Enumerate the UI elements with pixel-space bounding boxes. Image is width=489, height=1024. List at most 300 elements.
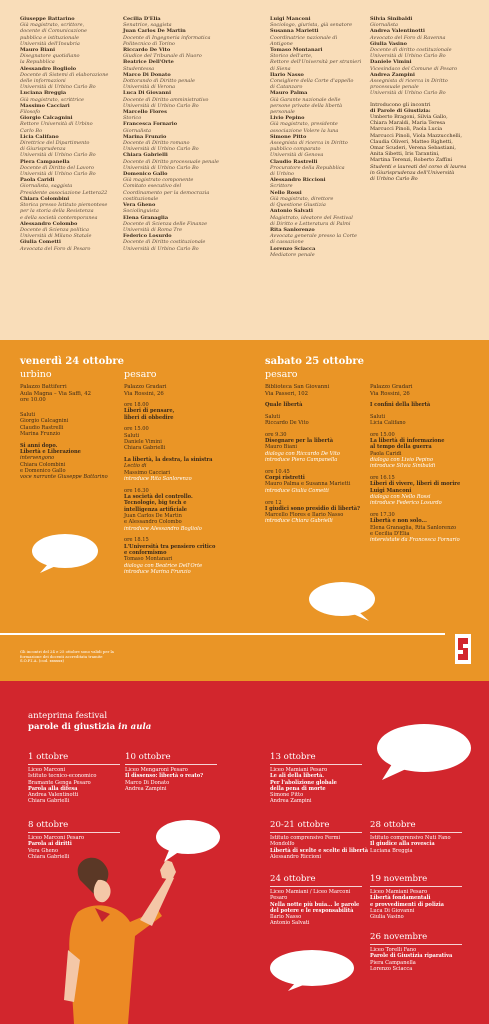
speaker-role: Giornalista	[123, 127, 151, 134]
event-line: Claudio Rastrelli	[20, 424, 64, 431]
event-line: Tecnologie, big tech e	[124, 500, 187, 507]
school-date-rule	[370, 886, 462, 887]
intro-line: di Parole di Giustizia:	[370, 107, 431, 114]
event-line: dialoga con Beatrice Dell'Orte	[124, 562, 203, 569]
school-date: 28 ottobre	[370, 820, 416, 830]
speaker-role: costituzionale	[123, 195, 159, 202]
speaker-role: e della società contemporanea	[20, 214, 98, 221]
event-line: ore 17.30	[370, 512, 395, 519]
event-line: e Alessandro Colombo	[124, 519, 182, 526]
school-event-line: Nella notte più buia... le parole	[270, 901, 360, 908]
school-event-line: Istituto tecnico-economico	[28, 773, 97, 780]
school-event-line: Le ali della libertà.	[270, 773, 325, 780]
speaker-name: Domenico Gallo	[123, 171, 168, 178]
event-line: ore 9.30	[265, 431, 287, 438]
speaker-name: Alessandro Riccioni	[270, 177, 326, 184]
school-event-line: Luca Di Giovanni	[370, 907, 415, 914]
speech-bubble-icon	[307, 580, 377, 622]
speakers-col-3	[270, 16, 385, 258]
speaker-role: delle informazioni	[20, 78, 66, 85]
speaker-role: Antigone	[270, 40, 293, 47]
speaker-role: Università di Urbino Carlo Bo	[20, 84, 96, 91]
event-line: introduce Chiara Gabrielli	[265, 518, 333, 525]
event-line: ore 15.00	[124, 426, 149, 433]
school-event-line: Chiara Gabrielli	[28, 853, 70, 860]
speaker-name: Giulia Vasino	[370, 40, 407, 47]
school-event	[125, 767, 235, 792]
speaker-name: Tomaso Montanari	[270, 47, 323, 54]
speaker-name: Luca Di Giovanni	[123, 90, 171, 97]
school-event	[370, 835, 480, 854]
school-event-line: Istituto comprensivo Nuti Fano	[370, 835, 451, 841]
event-line: Chiara Colombini	[20, 461, 66, 468]
event-line: ore 16.30	[124, 487, 149, 494]
speaker	[20, 134, 130, 159]
event-line: Saluti	[124, 432, 140, 439]
speaker	[20, 47, 130, 66]
event-line: I giudici sono presidio di libertà?	[265, 505, 361, 512]
school-event-line: Il dissenso: libertà o reato?	[125, 773, 204, 780]
speaker-name: Silvia Sinibaldi	[370, 16, 413, 22]
speaker-role: Scrittore	[270, 183, 293, 190]
speaker-name: Nello Rossi	[270, 189, 302, 196]
speaker-role: Giudice del Tribunale di Nuoro	[123, 53, 202, 60]
school-event-line: Piera Campanella	[370, 959, 416, 966]
speaker-role: Già magistrato, scrittore,	[20, 22, 85, 29]
school-date: 20-21 ottobre	[270, 820, 330, 830]
speaker-name: Cecilia D'Elia	[123, 16, 161, 22]
pesaro-fri-city: pesaro	[124, 369, 157, 380]
speaker-name: Giuseppe Battarino	[20, 16, 75, 22]
event-line: ore 15.00	[370, 431, 395, 438]
speakers-col-1	[20, 16, 130, 252]
event-line: voce narrante Giuseppe Battarino	[20, 474, 108, 481]
speaker-name: Riccardo De Vito	[123, 47, 171, 54]
speaker-role: Già magistrato, direttore	[270, 195, 334, 202]
event-line: Saluti	[20, 412, 36, 418]
speaker	[20, 115, 130, 134]
speaker	[370, 28, 485, 40]
speaker-role: Università di Urbino Carlo Bo	[123, 164, 199, 171]
speaker-role: Direttrice del Dipartimento	[20, 140, 90, 147]
speaker-name: Elena Granaglia	[123, 214, 169, 221]
speaker	[123, 47, 238, 59]
speaker-role: docente di Comunicazione	[20, 28, 87, 35]
event-line: Licia Califano	[370, 420, 406, 427]
speaker-role: Presidente associazione Lettera22	[20, 189, 108, 196]
speaker-role: Docente di Diritto amministrativo	[123, 96, 209, 103]
event-line: e Cecilia D'Elia	[370, 531, 410, 538]
speaker	[20, 159, 130, 178]
event	[124, 537, 239, 575]
speaker-role: Università di Urbino Carlo Bo	[370, 90, 446, 97]
speaker-role: personale	[270, 109, 295, 116]
speaker	[123, 16, 238, 28]
speaker	[270, 115, 385, 134]
speaker-role: Giornalista	[370, 22, 398, 29]
school-date-rule	[125, 764, 217, 765]
speaker-role: Docente di diritto costituzionale	[370, 47, 452, 54]
venue-line: Palazzo Gradari	[124, 384, 167, 390]
school-event-line: Ilario Nasso	[270, 914, 302, 921]
intro-name-line: Omar Scuderi, Verena Sebastiani,	[370, 145, 456, 152]
speaker	[270, 47, 385, 72]
speaker-role: Docente di Diritto romano	[123, 140, 190, 147]
event-line: introduce Rita Sanlorenzo	[124, 475, 192, 482]
speaker-role: Docente di Diritto processuale penale	[123, 158, 219, 165]
school-event-line: della pena di morte	[270, 785, 326, 792]
event-line: dialoga con Riccardo De Vito	[265, 450, 340, 457]
school-date-rule	[28, 764, 120, 765]
speaker-role: di Giurisprudenza	[20, 146, 66, 153]
speaker-name: Piera Campanella	[20, 158, 70, 165]
speaker-role: Avvocata generale presso la Corte	[270, 233, 357, 240]
school-date: 13 ottobre	[270, 752, 316, 762]
speech-bubble-icon	[268, 948, 356, 992]
intro-name-line: Marcucci Pinoli, Paola Lucia	[370, 126, 443, 133]
speaker-role: Carlo Bo	[20, 127, 43, 134]
speaker-role: Coordinamento per la democrazia	[123, 189, 210, 196]
event-line: Libertà e non solo...	[370, 518, 427, 525]
speaker-role: Già magistrato, presidente	[270, 121, 338, 128]
school-event-line: Parola alla difesa	[28, 785, 78, 792]
speaker-role: Docente di Diritto del Lavoro	[20, 164, 95, 171]
speaker	[123, 59, 238, 71]
speaker	[270, 28, 385, 47]
speaker-role: Università di Urbino Carlo Bo	[370, 53, 446, 60]
event-line: introduce Alessandro Bogliolo	[124, 525, 202, 532]
speaker-name: Vera Gheno	[123, 202, 156, 209]
speaker	[123, 90, 238, 109]
speaker-role: per la storia della Resistenza	[20, 208, 94, 215]
speaker-role: Università di Urbino Carlo Bo	[20, 171, 96, 178]
school-event-line: Liceo Marconi Pesaro	[28, 835, 85, 841]
event-line: introduce Silvia Sinibaldi	[370, 463, 436, 470]
event-line: Paola Caridi	[370, 450, 402, 457]
speaker	[20, 103, 130, 115]
speaker-role: pubblico comparato	[270, 146, 321, 153]
event	[265, 432, 380, 463]
speaker	[20, 16, 130, 47]
intro-name-line: Chiara Maraldi, Maria Teresa	[370, 120, 446, 127]
event	[265, 500, 380, 525]
school-date-rule	[370, 832, 462, 833]
pesaro-sat-city: pesaro	[265, 369, 298, 380]
speaker-name: Marina Frunzio	[123, 133, 167, 140]
speaker-name: Giorgio Calcagnini	[20, 115, 73, 122]
speaker-role: Mediatore penale	[270, 251, 315, 258]
event-line: Liberi di vivere, liberi di morire	[370, 481, 461, 488]
event-line: al tempo della guerra	[370, 444, 432, 451]
preview-title: parole di giustizia in aula	[28, 722, 152, 732]
event-line: Marcello Flores e Ilario Nasso	[265, 512, 344, 519]
school-date-rule	[270, 764, 362, 765]
intro-name-line: Umberto Bragoni, Silvia Gallo,	[370, 114, 448, 121]
event	[370, 512, 485, 543]
speaker-role: processuale penale	[370, 84, 419, 91]
event	[20, 412, 135, 437]
event-line: La società del controllo.	[124, 494, 193, 501]
school-event-line: Andrea Valentinotti	[28, 792, 79, 799]
speaker	[123, 215, 238, 234]
school-event	[270, 767, 380, 805]
speaker	[123, 72, 238, 91]
speaker-name: Mauro Palma	[270, 90, 308, 97]
speaker	[270, 208, 385, 227]
venue-line: Palazzo Gradari	[370, 384, 413, 390]
venue-line: Via Passeri, 102	[265, 390, 309, 397]
school-event-line: Andrea Zampini	[270, 798, 312, 805]
speakers-col-2	[123, 16, 238, 252]
pesaro-fri-venue	[124, 384, 167, 397]
speaker	[123, 121, 238, 133]
speaker-role: Giornalista, saggista	[20, 183, 73, 190]
school-event-line: Il giudice alla rovescia	[370, 841, 435, 848]
speaker-role: Già magistrato, scrittrice	[20, 96, 84, 103]
urbino-venue	[20, 384, 91, 404]
speaker	[270, 246, 385, 258]
speaker-name: Antonio Salvati	[270, 208, 313, 215]
school-event-line: Liceo Mengaroni Pesaro	[125, 767, 188, 773]
event-line: Juan Carlos De Martin	[124, 512, 182, 519]
event-line: Mauro Biani	[265, 444, 297, 451]
event-line: introduce Giulia Cometti	[265, 487, 329, 494]
speaker-role: Università di Milano Statale	[20, 233, 92, 240]
speaker-role: Università dell'Insubria	[20, 40, 80, 47]
event-line: Disegnare per la libertà	[265, 438, 334, 445]
speaker	[20, 177, 130, 196]
school-event-line: Simone Pitto	[270, 792, 304, 799]
speaker-role: Rettore Università di Urbino	[20, 121, 93, 128]
event-line: Luigi Manconi	[370, 487, 412, 494]
speaker-role: Procuratore della Repubblica	[270, 164, 345, 171]
speaker-name: Alessandro Colombo	[20, 220, 78, 227]
speaker-role: Disegnatore quotidiano	[20, 53, 80, 60]
event-line: Elena Granaglia, Rita Sanlorenzo	[370, 524, 457, 531]
event-line: ore 12	[265, 499, 282, 506]
school-event-line: Luciana Breggia	[370, 847, 413, 854]
speaker-role: Docente di Scienza delle Finanze	[123, 220, 208, 227]
speaker	[123, 109, 238, 121]
speaker-role: Docente di Ingegneria informatica	[123, 34, 211, 41]
school-date: 1 ottobre	[28, 752, 69, 762]
event	[124, 426, 239, 451]
event-line: Corpi ristretti	[265, 475, 305, 482]
event-line: Chiara Gabrielli	[124, 445, 166, 452]
event-line: Mauro Palma e Susanna Marietti	[265, 481, 351, 488]
event-line: e Domenico Gallo	[20, 467, 66, 474]
speaker	[123, 202, 238, 214]
speaker	[20, 90, 130, 102]
friday-heading: venerdì 24 ottobre	[20, 356, 124, 367]
speaker-name: Marco Di Donato	[123, 71, 171, 78]
speaker-role: Docente di Diritto costituzionale	[123, 239, 206, 246]
venue-line: Aula Magna – Via Saffi, 42	[20, 390, 91, 397]
speaker-role: Università di Verona	[123, 84, 176, 91]
school-event-line: Parole di Giustizia riparativa	[370, 953, 453, 960]
urbino-events	[20, 412, 135, 486]
venue-line: Palazzo Battiferri	[20, 384, 67, 390]
school-event	[270, 889, 380, 927]
pesaro-sat-events-b	[370, 402, 485, 549]
speaker-role: Filosofo	[20, 109, 41, 116]
event-line: introduce Piera Campanella	[265, 457, 338, 464]
event	[370, 475, 485, 506]
speaker	[370, 72, 485, 97]
speaker-name: Lorenzo Sciacca	[270, 245, 316, 252]
event	[124, 488, 239, 532]
school-event	[270, 835, 380, 860]
pesaro-fri-events	[124, 402, 239, 581]
speaker-name: Juan Carlos De Martin	[123, 28, 186, 35]
speaker	[123, 134, 238, 153]
speaker-role: associazione Volere la luna	[270, 127, 339, 134]
speaker-role: Università di Urbino Carlo Bo	[123, 102, 199, 109]
speaker-role: Sociolinguista	[123, 208, 159, 215]
school-event-line: Liceo Mamiani / Liceo Marconi	[270, 889, 351, 895]
speakers-col-4	[370, 16, 485, 182]
event	[370, 402, 485, 408]
speaker-role: Università di Urbino Carlo Bo	[123, 245, 199, 252]
speaker-role: Già Garante nazionale delle	[270, 96, 341, 103]
intro-note-line: Studenti e laureati del corso di laurea	[370, 163, 467, 170]
speaker-role: Storico dell'arte,	[270, 53, 313, 60]
school-event-line: Pesaro	[270, 895, 288, 902]
speaker-role: la Repubblica	[20, 59, 55, 66]
speaker-name: Massimo Cacciari	[20, 102, 70, 109]
speaker-role: Comitato esecutivo del	[123, 183, 182, 190]
event	[20, 443, 135, 481]
event	[370, 432, 485, 470]
festival-logo-icon	[455, 634, 471, 664]
speaker	[270, 134, 385, 159]
event-line: Massimo Cacciari	[124, 469, 170, 476]
speech-bubble-icon	[374, 722, 474, 782]
school-event-line: Liceo Marconi	[28, 767, 66, 773]
intro-name-line: Anita Sibetti, Iris Tarantini,	[370, 151, 440, 158]
speaker-role: Studentessa	[123, 65, 155, 72]
event-line: Quale libertà	[265, 402, 303, 408]
school-event-line: Marco Di Donato	[125, 779, 170, 786]
speaker	[370, 59, 485, 71]
event	[265, 402, 380, 408]
speaker-role: Consigliere della Corte d'appello	[270, 78, 354, 85]
saturday-heading: sabato 25 ottobre	[265, 356, 364, 367]
speaker-role: Politecnico di Torino	[123, 40, 175, 47]
speaker-name: Marcello Flores	[123, 109, 167, 116]
speaker	[270, 90, 385, 115]
speaker-role: di Diritto e Letteratura di Palmi	[270, 220, 351, 227]
speaker-role: Vicesindaco del Comune di Pesaro	[370, 65, 458, 72]
event-line: ore 18.00	[124, 402, 149, 408]
speaker-name: Alessandro Bogliolo	[20, 65, 77, 72]
speaker	[270, 177, 385, 189]
event	[265, 469, 380, 494]
event-line: La libertà, la destra, la sinistra	[124, 457, 213, 464]
speaker-name: Federico Losurdo	[123, 233, 172, 240]
speaker	[270, 16, 385, 28]
credits-note: Gli incontri del 24 e 25 ottobre sono validi per la formazione dei docenti accreditata tramite S.O.F.I.A. (cod. xxxxxx)	[20, 649, 114, 664]
school-event-line: Mondolfo	[270, 841, 295, 848]
school-event-line: Andrea Zampini	[125, 785, 167, 792]
event-line: Saluti	[265, 413, 281, 420]
speaker-name: Ilario Nasso	[270, 71, 304, 78]
school-event-line: del potere e le responsabilità	[270, 907, 354, 914]
school-event-line: e provvedimenti di polizia	[370, 901, 444, 908]
event	[124, 457, 239, 482]
speaker-name: Giulia Cometti	[20, 239, 61, 246]
speech-bubble-icon	[30, 532, 100, 574]
event-line: L'Università tra pensiero critico	[124, 543, 216, 550]
event-line: dialoga con Nello Rossi	[370, 494, 431, 501]
intro-name-line: Martina Terenzi, Roberto Zaffini	[370, 157, 453, 164]
speaker-role: Dottorando di Diritto penale	[123, 78, 195, 85]
school-date-rule	[370, 944, 462, 945]
speaker-name: Beatrice Dell'Orte	[123, 59, 174, 66]
speaker-role: pubblica e istituzionale	[20, 34, 79, 41]
event-line: Lectio di	[124, 463, 147, 470]
speaker-role: Docente di Sistemi di elaborazione	[20, 71, 109, 78]
event-line: intervistate da Francesca Fornario	[370, 537, 460, 544]
pesaro-sat-venue-a	[265, 384, 329, 397]
speaker	[270, 72, 385, 91]
speaker	[370, 41, 485, 60]
school-event	[370, 947, 480, 972]
event	[265, 414, 380, 427]
school-event-line: Bramante Genga Pesaro	[28, 779, 91, 786]
event-line: Tomaso Montanari	[124, 556, 173, 563]
speaker	[20, 196, 130, 221]
speaker-name: Andrea Zampini	[370, 71, 415, 78]
event	[124, 402, 239, 421]
intro-line: Introducono gli incontri	[370, 101, 431, 108]
event-line: introduce Marina Frunzio	[124, 568, 191, 575]
speaker-role: Magistrato, ideatore del Festival	[270, 214, 353, 221]
speaker-role: Storico	[123, 115, 142, 122]
school-event	[370, 889, 480, 920]
venue-line: ore 10.00	[20, 397, 46, 403]
speaker-role: Rettore dell'Università per stranieri	[270, 59, 362, 66]
speaker-role: Università di Roma Tre	[123, 226, 183, 233]
school-event-line: Istituto comprensivo Fermi	[270, 835, 341, 841]
speaker-role: Università di Urbino Carlo Bo	[20, 152, 96, 159]
woman-illustration	[40, 850, 190, 1024]
school-event-line: Per l'abolizione globale	[270, 779, 337, 786]
urbino-city: urbino	[20, 369, 52, 380]
speaker-name: Chiara Gabrielli	[123, 152, 168, 159]
speaker-name: Rita Sanlorenzo	[270, 226, 315, 233]
school-event-line: Parola ai diritti	[28, 841, 72, 848]
venue-line: Biblioteca San Giovanni	[265, 384, 330, 390]
event-line: intelligenza artificiale	[124, 506, 187, 513]
speaker-role: Avvocata del Foro di Pesaro	[20, 245, 91, 252]
event-line: Riccardo De Vito	[265, 420, 309, 427]
speaker-name: Simone Pitto	[270, 133, 307, 140]
speaker-role: Avvocato del Foro di Ravenna	[370, 34, 446, 41]
speaker-name: Francesca Fornario	[123, 121, 178, 128]
school-date-rule	[270, 832, 362, 833]
school-event-line: Liceo Mamiani Pesaro	[270, 767, 328, 773]
speaker	[270, 190, 385, 209]
speaker	[20, 221, 130, 240]
school-event-line: Chiara Gabrielli	[28, 798, 70, 805]
speaker	[20, 239, 130, 251]
intro-note-line: di Urbino Carlo Bo	[370, 176, 418, 183]
speaker-role: Senatrice, saggista	[123, 22, 172, 29]
intro-note-line: in Giurisprudenza dell'Università	[370, 169, 455, 176]
speaker	[123, 28, 238, 47]
event-line: Saluti	[370, 413, 386, 420]
